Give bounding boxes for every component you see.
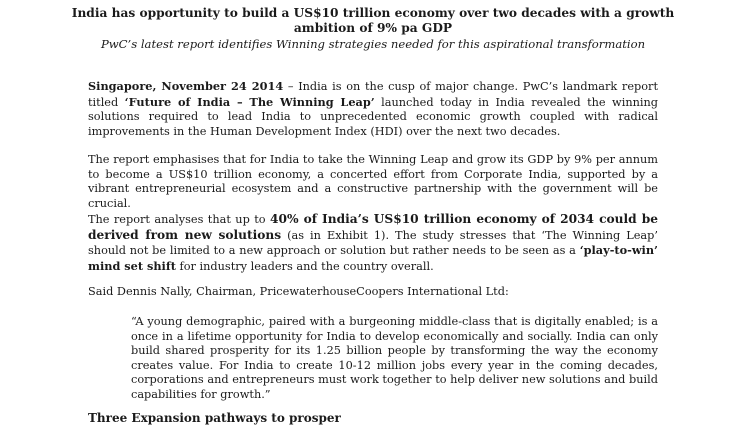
intro-text-1: – India is on the cusp of major change. PwC’s landmark report titled: [88, 80, 658, 109]
report-title: ‘Future of India – The Winning Leap’: [124, 94, 375, 109]
quote-attribution: Said Dennis Nally, Chairman, PricewaterhouseCoopers International Ltd:: [88, 285, 509, 298]
analysis-text-3: for industry leaders and the country overall.: [175, 259, 434, 273]
sub-headline: PwC’s latest report identifies Winning strategies needed for this aspirational transformation: [100, 37, 646, 51]
analysis-text-1: The report analyses that up to: [88, 213, 270, 226]
mindset-highlight: ‘play-to-win’ mind set shift: [88, 243, 658, 273]
section-heading: Three Expansion pathways to prosper: [88, 411, 341, 425]
intro-text-2: launched today in India revealed the winning solutions required to lead India to unprecedented economic growth coupled with radical improvements in the Human Development Index (HDI) over the next two decades.: [88, 95, 658, 138]
paragraph-analysis: [88, 212, 658, 274]
block-quote: “A young demographic, paired with a burgeoning middle-class that is digitally enabled; is a once in a lifetime opportunity for India to develop economically and socially. India can only build shared prosperity for its 1.25 billion people by transforming the way the economy creates value. For India to create 10-12 million jobs every year in the coming decades, corporations and entrepreneurs must work together to help deliver new solutions and build capabilities for growth.”: [131, 315, 658, 401]
analysis-text-2: (as in Exhibit 1). The study stresses that ‘The Winning Leap’ should not be limited to a new approach or solution but rather needs to be seen as a: [88, 228, 658, 258]
paragraph-intro: [88, 79, 658, 139]
headline: India has opportunity to build a US$10 trillion economy over two decades with a growth ambition of 9% pa GDP: [71, 6, 675, 35]
dateline: Singapore, November 24 2014: [88, 79, 284, 93]
paragraph-emphasis: The report emphasises that for India to take the Winning Leap and grow its GDP by 9% per annum to become a US$10 trillion economy, a concerted effort from Corporate India, supported by a vibrant entrepreneurial ecosystem and a constructive partnership with the government will be crucial.: [88, 153, 658, 210]
analysis-highlight: 40% of India’s US$10 trillion economy of 2034 could be derived from new solutions: [88, 212, 658, 242]
